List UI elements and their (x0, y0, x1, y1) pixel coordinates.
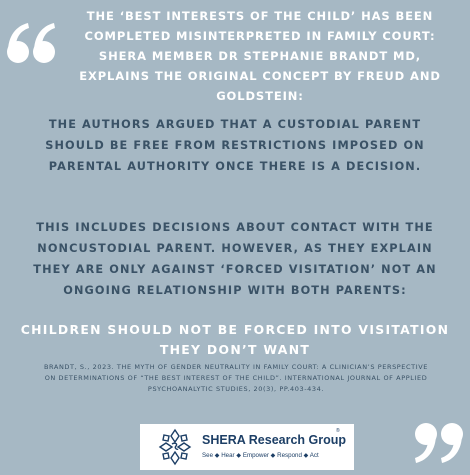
shera-logo-icon (154, 427, 196, 467)
shera-logo (140, 424, 354, 470)
paragraph-custodial-parent: THE AUTHORS ARGUED THAT A CUSTODIAL PARENT SHOULD BE FREE FROM RESTRICTIONS IMPOSED ON PARENTAL AUTHORITY ONCE THERE IS A DECISION. (45, 118, 425, 173)
open-quote-icon (6, 22, 58, 66)
header-title: THE ‘BEST INTERESTS OF THE CHILD’ HAS BEEN COMPLETED MISINTERPRETED IN FAMILY COURT: SHERA MEMBER DR STEPHANIE BRANDT MD, EXPLAINS THE ORIGINAL CONCEPT BY FREUD AND GOLDSTEIN: (79, 9, 441, 103)
logo-name: SHERA Research Group (202, 433, 347, 447)
logo-trademark: ® (336, 428, 340, 434)
highlight-statement: CHILDREN SHOULD NOT BE FORCED INTO VISITATION THEY DON’T WANT (20, 322, 450, 357)
citation: BRANDT, S., 2023. THE MYTH OF GENDER NEUTRALITY IN FAMILY COURT: A CLINICIAN’S PERSPECTIVE ON DETERMINATIONS OF “THE BEST INTEREST OF THE CHILD”. INTERNATIONAL JOURNAL OF APPLIED PSYCHOANALYTIC STUDIES, 20(3), PP.403-434. (43, 363, 428, 393)
logo-tagline: See ◆ Hear ◆ Empower ◆ Respond ◆ Act (202, 452, 319, 459)
paragraph-noncustodial-contact: THIS INCLUDES DECISIONS ABOUT CONTACT WITH THE NONCUSTODIAL PARENT. HOWEVER, AS THEY EXPLAIN THEY ARE ONLY AGAINST ‘FORCED VISITATION’ NOT AN ONGOING RELATIONSHIP WITH BOTH PARENTS: (33, 221, 437, 297)
close-quote-icon (412, 420, 464, 464)
